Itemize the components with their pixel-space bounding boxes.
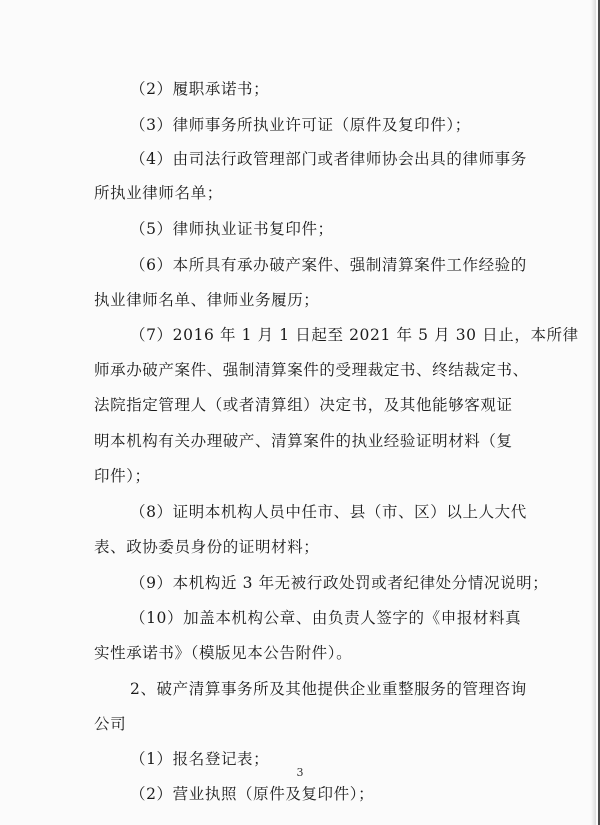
text-line: （9）本机构近 3 年无被行政处罚或者纪律处分情况说明；	[130, 574, 549, 592]
text-line: 法院指定管理人（或者清算组）决定书，及其他能够客观证	[94, 396, 513, 414]
text-line: （10）加盖本机构公章、由负责人签字的《申报材料真	[130, 609, 522, 627]
text-line: 实性承诺书》（模版见本公告附件）。	[94, 644, 353, 662]
text-line: 明本机构有关办理破产、清算案件的执业经验证明材料（复	[94, 432, 513, 450]
text-line: （3）律师事务所执业许可证（原件及复印件）；	[130, 116, 471, 134]
text-line: （7）2016 年 1 月 1 日起至 2021 年 5 月 30 日止，本所律	[130, 326, 579, 344]
text-line: （4）由司法行政管理部门或者律师协会出具的律师事务	[130, 150, 527, 168]
text-line: 所执业律师名单；	[94, 184, 223, 202]
page-number: 3	[296, 766, 304, 779]
scan-edge-shadow	[591, 0, 596, 825]
section-heading: 2、破产清算事务所及其他提供企业重整服务的管理咨询	[130, 680, 527, 698]
text-line: 公司	[94, 715, 127, 733]
text-line: 印件）；	[94, 467, 151, 485]
text-line: （2）履职承诺书；	[130, 80, 270, 98]
text-line: 表、政协委员身份的证明材料；	[94, 538, 320, 556]
text-line: （5）律师执业证书复印件；	[130, 220, 334, 238]
text-line: （2）营业执照（原件及复印件）；	[130, 785, 375, 803]
text-line: （6）本所具有承办破产案件、强制清算案件工作经验的	[130, 256, 527, 274]
text-line: （1）报名登记表；	[130, 750, 270, 768]
text-line: 师承办破产案件、强制清算案件的受理裁定书、终结裁定书、	[94, 361, 529, 379]
text-line: （8）证明本机构人员中任市、县（市、区）以上人大代	[130, 503, 527, 521]
text-line: 执业律师名单、律师业务履历；	[94, 291, 320, 309]
